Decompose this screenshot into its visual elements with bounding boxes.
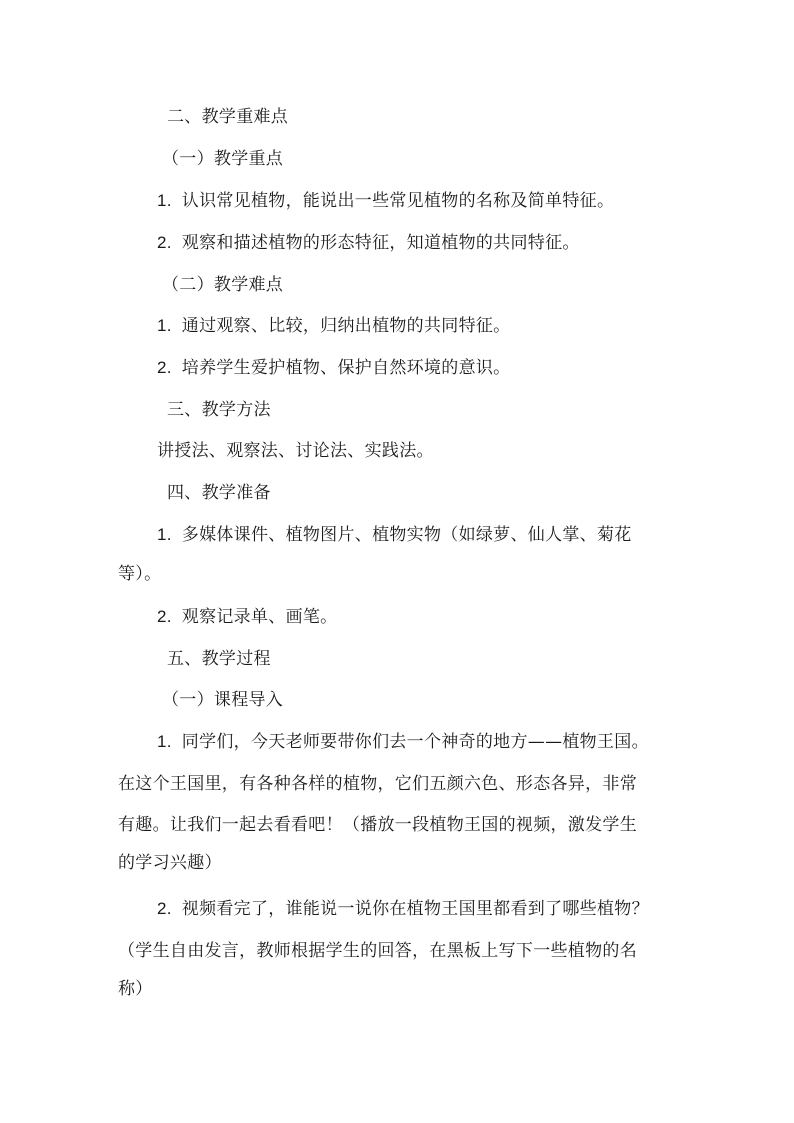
list-item-continuation: （学生自由发言，教师根据学生的回答，在黑板上写下一些植物的名 bbox=[118, 941, 637, 961]
list-item bbox=[157, 189, 614, 213]
list-item-continuation: 有趣。让我们一起去看看吧！（播放一段植物王国的视频，激发学生 bbox=[118, 815, 637, 835]
list-item-text: 观察和描述植物的形态特征，知道植物的共同特征。 bbox=[181, 233, 580, 253]
list-item-text: 同学们，今天老师要带你们去一个神奇的地方——植物王国。 bbox=[181, 732, 649, 752]
list-item bbox=[157, 897, 649, 921]
list-item-continuation: 的学习兴趣） bbox=[118, 853, 222, 873]
list-item-number: 2. bbox=[157, 899, 172, 918]
section-heading-preparation: 四、教学准备 bbox=[167, 483, 271, 503]
list-item bbox=[157, 730, 649, 754]
section-heading-process: 五、教学过程 bbox=[167, 649, 271, 669]
list-item-continuation: 在这个王国里，有各种各样的植物，它们五颜六色、形态各异，非常 bbox=[118, 774, 637, 794]
list-item bbox=[157, 605, 337, 629]
list-item bbox=[157, 356, 510, 380]
list-item-number: 2. bbox=[157, 358, 172, 377]
list-item-text: 通过观察、比较，归纳出植物的共同特征。 bbox=[181, 316, 511, 336]
list-item-text: 多媒体课件、植物图片、植物实物（如绿萝、仙人掌、菊花 bbox=[181, 525, 632, 545]
list-item-text: 认识常见植物，能说出一些常见植物的名称及简单特征。 bbox=[181, 191, 615, 211]
list-item-number: 2. bbox=[157, 233, 172, 252]
list-item-number: 1. bbox=[157, 316, 172, 335]
list-item-continuation: 称） bbox=[118, 979, 153, 999]
section-heading-methods: 三、教学方法 bbox=[167, 400, 271, 420]
subsection-heading-difficulties: （二）教学难点 bbox=[162, 275, 284, 295]
list-item-text: 观察记录单、画笔。 bbox=[181, 607, 338, 627]
subsection-heading-key-points: （一）教学重点 bbox=[162, 149, 284, 169]
list-item-number: 1. bbox=[157, 732, 172, 751]
list-item-continuation: 等）。 bbox=[118, 564, 162, 584]
methods-text: 讲授法、观察法、讨论法、实践法。 bbox=[157, 441, 434, 461]
list-item-number: 2. bbox=[157, 607, 172, 626]
list-item-text: 培养学生爱护植物、保护自然环境的意识。 bbox=[181, 358, 511, 378]
list-item-text: 视频看完了，谁能说一说你在植物王国里都看到了哪些植物？ bbox=[181, 899, 649, 919]
list-item-number: 1. bbox=[157, 525, 172, 544]
list-item bbox=[157, 231, 580, 255]
subsection-heading-introduction: （一）课程导入 bbox=[162, 690, 284, 710]
list-item bbox=[157, 523, 632, 547]
list-item-number: 1. bbox=[157, 191, 172, 210]
section-heading-difficulties: 二、教学重难点 bbox=[167, 107, 289, 127]
list-item bbox=[157, 314, 510, 338]
